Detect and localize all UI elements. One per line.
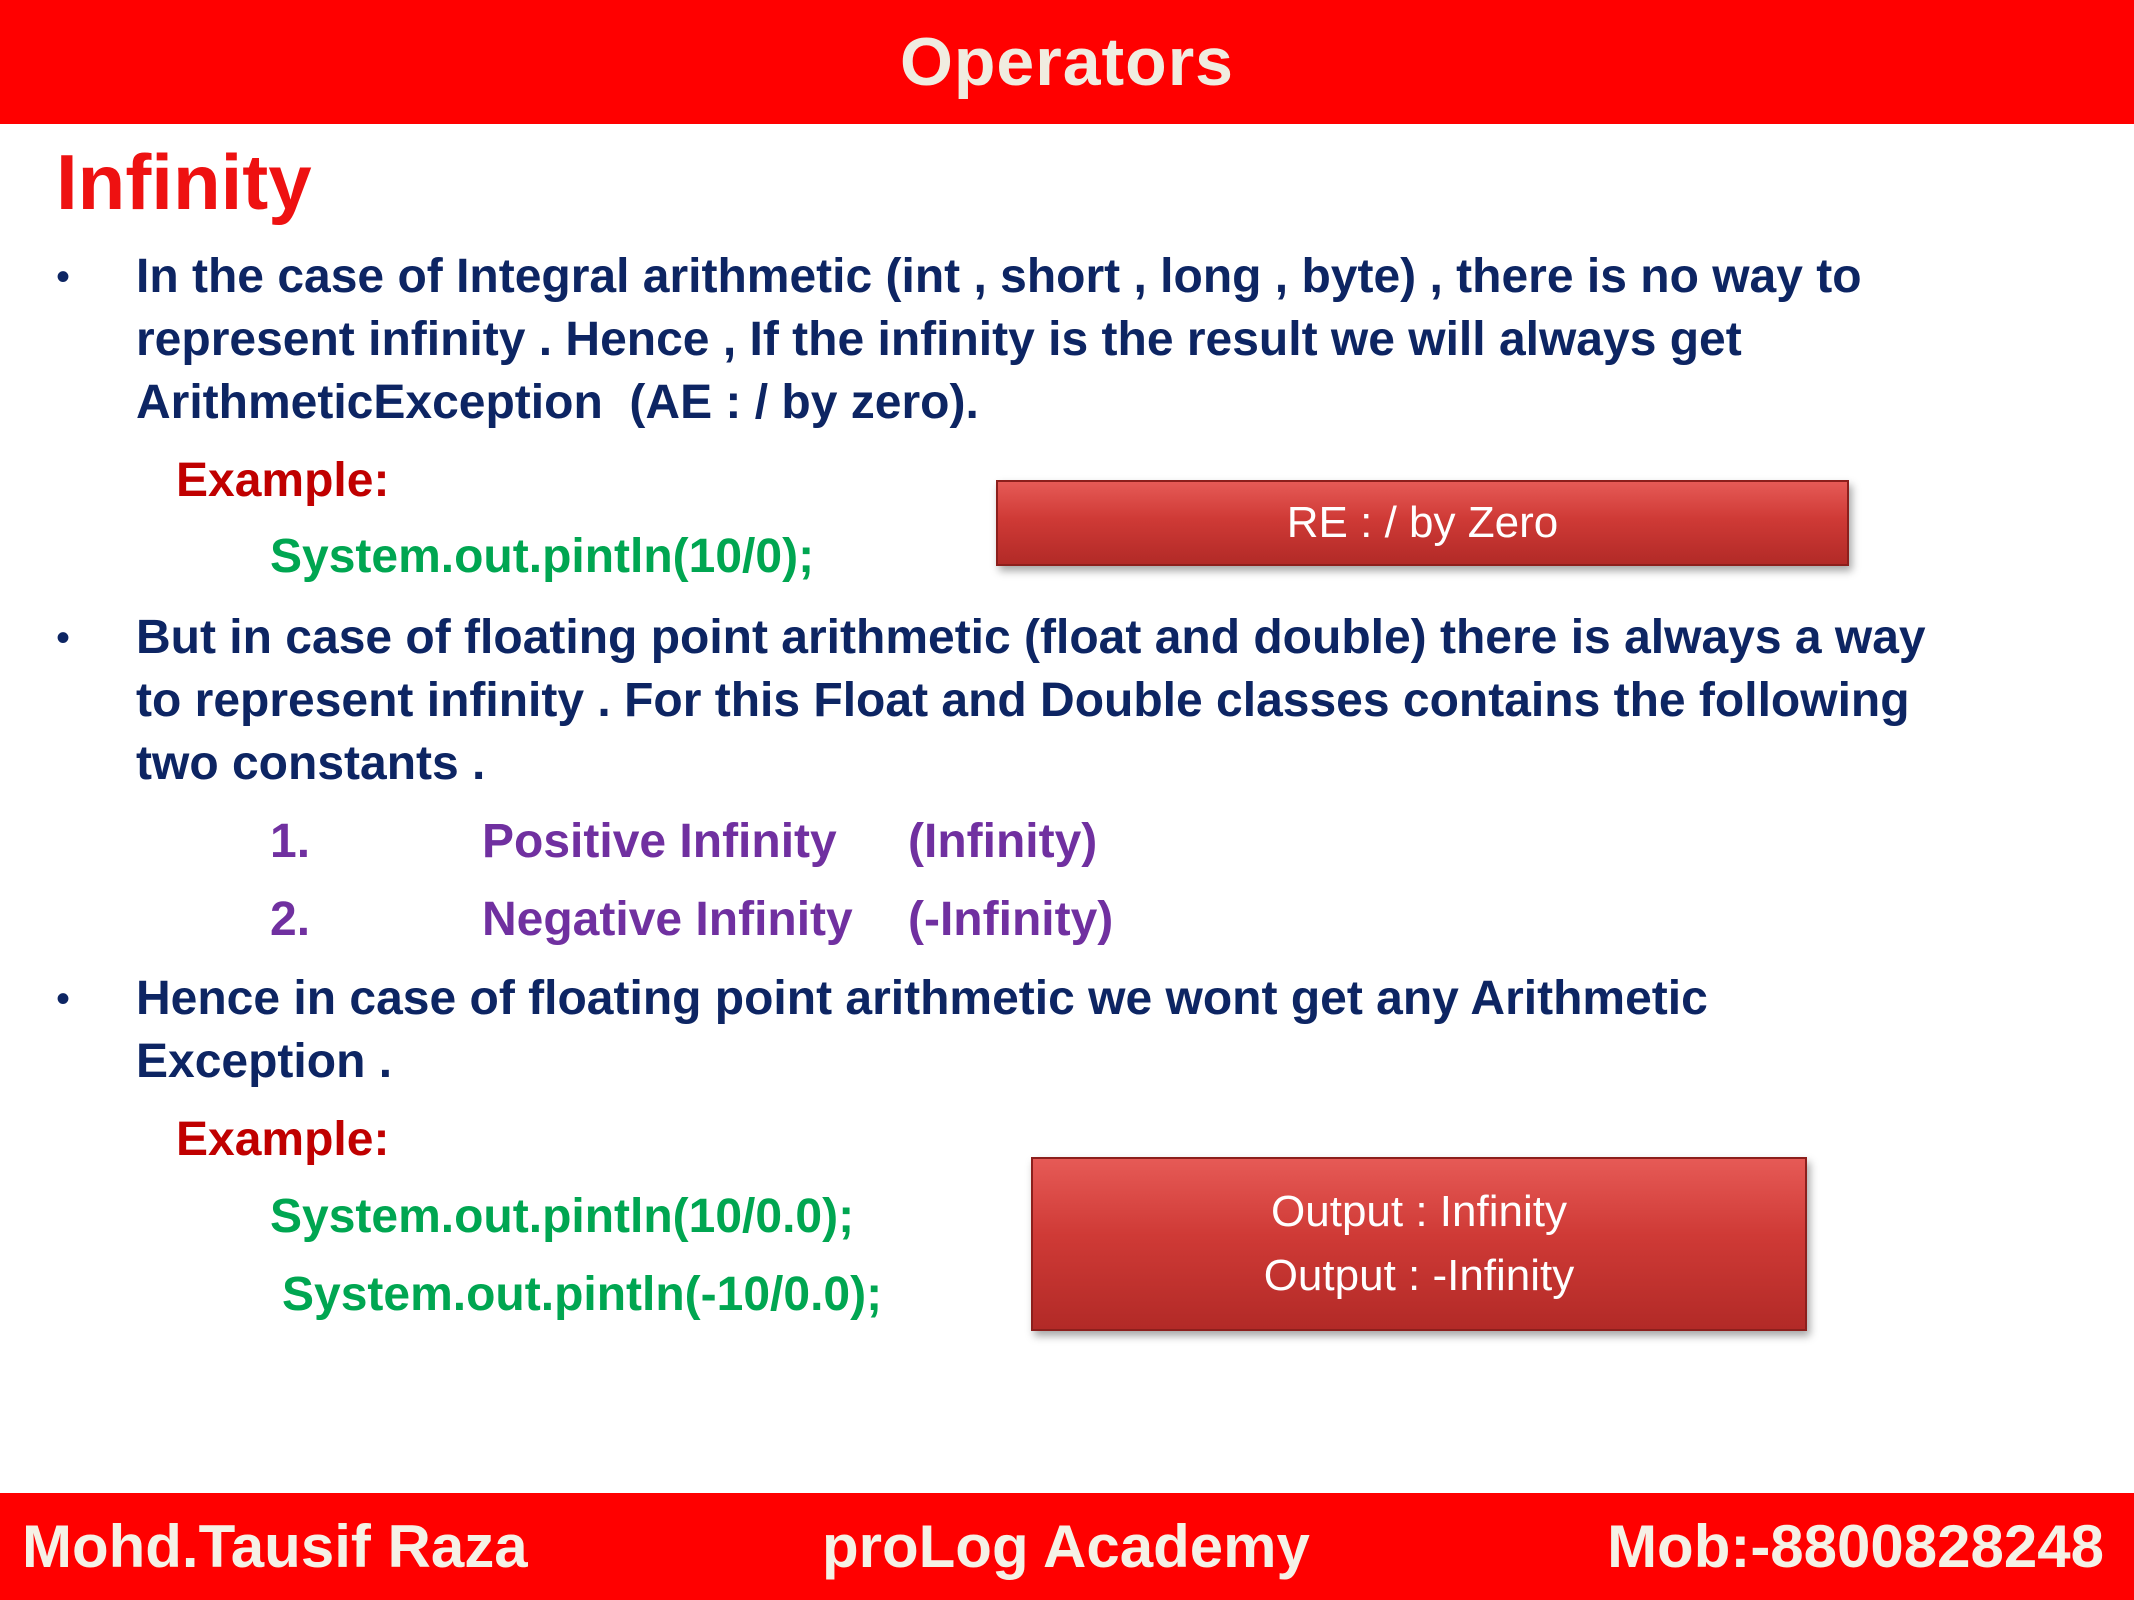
callout-line: Output : Infinity [1271,1187,1567,1236]
bullet-line: two constants . [136,737,486,790]
callout-text: RE : / by Zero [1286,498,1559,547]
slide-footer [0,1493,2134,1600]
footer-phone: Mob:-8800828248 [1607,1513,2104,1580]
slide-title: Operators [900,24,1234,100]
constant-name: Positive Infinity [482,815,837,868]
slide-header [0,0,2134,124]
code-line: System.out.pintln(10/0.0); [270,1190,855,1243]
code-line: System.out.pintln(10/0); [270,530,815,583]
bullet-marker: • [56,616,71,660]
bullet-line: Exception . [136,1035,393,1088]
example-label: Example: [176,1113,390,1166]
bullet-marker: • [56,255,71,299]
code-line: System.out.pintln(-10/0.0); [282,1268,883,1321]
section-title: Infinity [56,138,312,226]
output-callout [1031,1157,1807,1331]
bullet-text [136,967,2076,1093]
bullet-text [136,606,2076,795]
constant-number: 1. [270,815,311,868]
bullet-text [136,245,2076,434]
constant-value: (Infinity) [908,815,1098,868]
constant-value: (-Infinity) [908,893,1114,946]
bullet-line: In the case of Integral arithmetic (int , short , long , byte) , there is no way to [136,250,1862,303]
result-callout [996,480,1849,566]
callout-line: Output : -Infinity [1263,1251,1575,1300]
bullet-item [56,606,2076,795]
bullet-line: ArithmeticException (AE : / by zero). [136,376,979,429]
bullet-line: Hence in case of floating point arithmetic we wont get any Arithmetic [136,972,1708,1025]
bullet-line: But in case of floating point arithmetic (float and double) there is always a way [136,611,1926,664]
bullet-line: to represent infinity . For this Float and Double classes contains the following [136,674,1910,727]
footer-academy: proLog Academy [822,1513,1310,1580]
constant-name: Negative Infinity [482,893,853,946]
bullet-marker: • [56,977,71,1021]
footer-author: Mohd.Tausif Raza [22,1513,528,1580]
bullet-item [56,245,2076,434]
example-label: Example: [176,454,390,507]
bullet-line: represent infinity . Hence , If the infinity is the result we will always get [136,313,1742,366]
constant-number: 2. [270,893,311,946]
bullet-item [56,967,2076,1093]
